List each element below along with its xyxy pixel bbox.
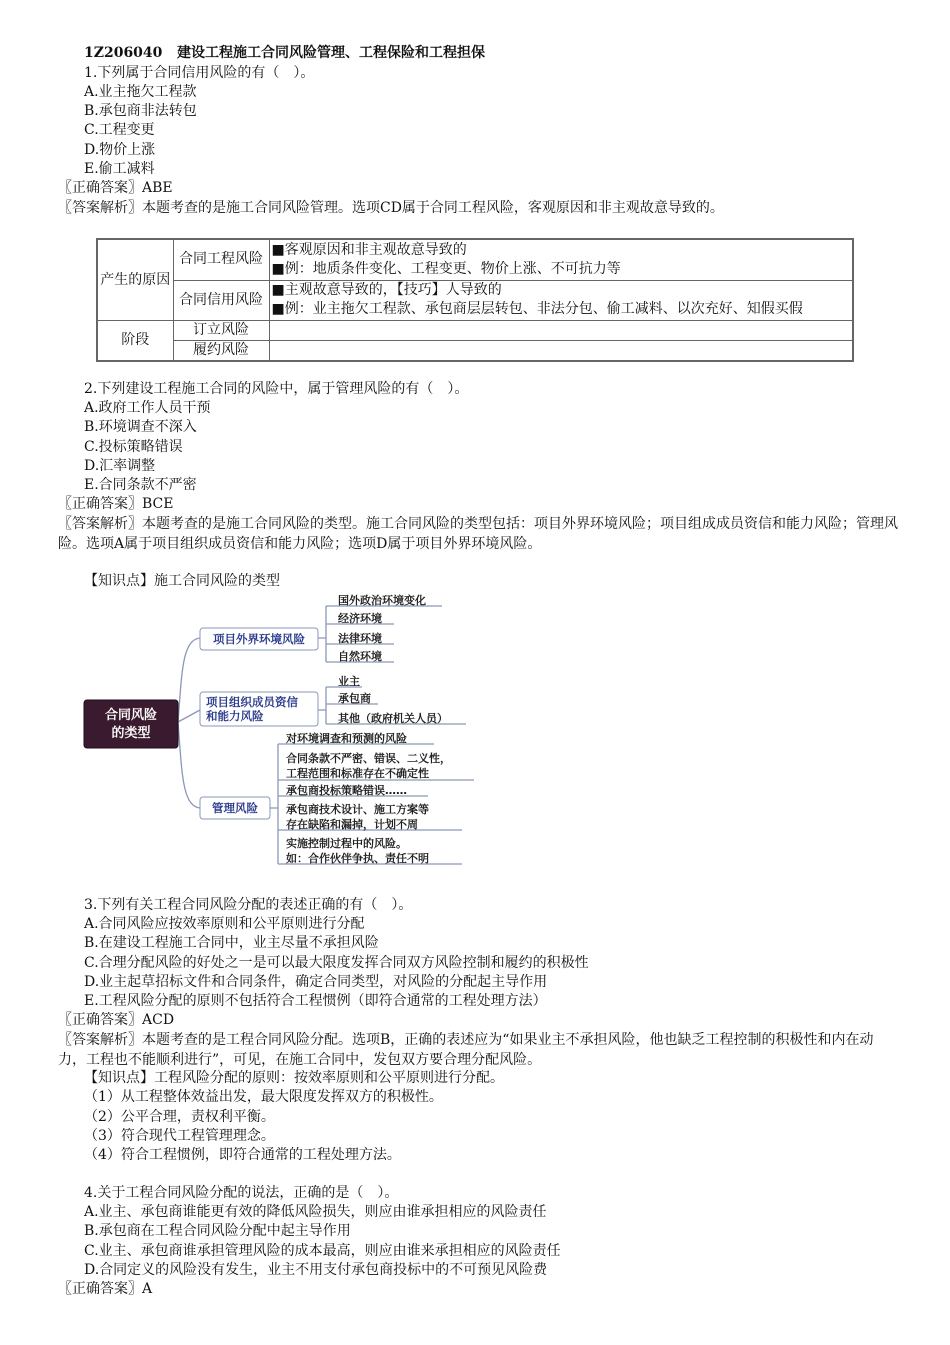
q1-option: E.偷工减料 xyxy=(84,161,155,177)
q3-point: （2）公平合理，责权利平衡。 xyxy=(84,1109,275,1125)
q3-option: B.在建设工程施工合同中，业主尽量不承担风险 xyxy=(84,935,379,951)
sign-risk-label: 订立风险 xyxy=(173,321,269,341)
q1-stem: 1.下列属于合同信用风险的有（ ）。 xyxy=(84,65,315,81)
leaf-item: 承包商技术设计、施工方案等 xyxy=(286,803,429,816)
leaf-item: 承包商 xyxy=(338,692,371,705)
leaf-item: 经济环境 xyxy=(338,612,382,625)
risk-summary-table xyxy=(96,238,854,362)
eng-risk-desc xyxy=(269,239,853,280)
q2-option: D.汇率调整 xyxy=(84,458,156,474)
q4-option: A.业主、承包商谁能更有效的降低风险损失，则应由谁承担相应的风险责任 xyxy=(84,1204,547,1220)
credit-risk-label: 合同信用风险 xyxy=(173,280,269,321)
q4-option: B.承包商在工程合同风险分配中起主导作用 xyxy=(84,1223,351,1239)
leaf-item: 存在缺陷和漏掉，计划不周 xyxy=(286,818,418,831)
leaf-item: 对环境调查和预测的风险 xyxy=(286,732,407,745)
q3-knowledge: 【知识点】工程风险分配的原则：按效率原则和公平原则进行分配。 xyxy=(84,1070,504,1086)
q3-option: C.合理分配风险的好处之一是可以最大限度发挥合同双方风险控制和履约的积极性 xyxy=(84,955,589,971)
eng-risk-line: ■例：地质条件变化、工程变更、物价上涨、不可抗力等 xyxy=(271,260,621,277)
leaf-item: 工程范围和标准存在不确定性 xyxy=(286,767,429,780)
leaf-item: 其他（政府机关人员） xyxy=(338,712,448,725)
q1-option: B.承包商非法转包 xyxy=(84,103,197,119)
q3-stem: 3.下列有关工程合同风险分配的表述正确的有（ ）。 xyxy=(84,897,413,913)
table-row xyxy=(97,341,853,362)
q3-point: （4）符合工程惯例，即符合通常的工程处理方法。 xyxy=(84,1147,401,1163)
table-row xyxy=(97,280,853,321)
q4-stem: 4.关于工程合同风险分配的说法，正确的是（ ）。 xyxy=(84,1185,399,1201)
credit-risk-line: ■例：业主拖欠工程款、承包商层层转包、非法分包、偷工减料、以次充好、知假买假 xyxy=(271,301,803,318)
leaf-item: 如：合作伙伴争执、责任不明 xyxy=(286,852,429,865)
cause-label: 产生的原因 xyxy=(97,239,173,321)
q1-option: D.物价上涨 xyxy=(84,142,156,158)
eng-risk-label: 合同工程风险 xyxy=(173,239,269,280)
leaf-item: 国外政治环境变化 xyxy=(338,594,426,607)
eng-risk-line: ■客观原因和非主观故意导致的 xyxy=(271,241,467,258)
q4-answer: 〖正确答案〗A xyxy=(58,1281,153,1297)
q3-point: （1）从工程整体效益出发，最大限度发挥双方的积极性。 xyxy=(84,1089,443,1105)
category-label: 项目外界环境风险 xyxy=(213,632,305,646)
leaf-item: 业主 xyxy=(338,675,360,688)
q1-answer: 〖正确答案〗ABE xyxy=(58,180,173,196)
q2-option: C.投标策略错误 xyxy=(84,439,183,455)
q3-point: （3）符合现代工程管理理念。 xyxy=(84,1128,275,1144)
q2-option: B.环境调查不深入 xyxy=(84,419,197,435)
q3-option: D.业主起草招标文件和合同条件，确定合同类型，对风险的分配起主导作用 xyxy=(84,974,548,990)
knowledge-point-types: 【知识点】施工合同风险的类型 xyxy=(84,573,280,589)
credit-risk-line: ■主观故意导致的，【技巧】人导致的 xyxy=(271,282,502,299)
root-label: 的类型 xyxy=(111,726,151,741)
table-row xyxy=(97,239,853,280)
leaf-item: 实施控制过程中的风险。 xyxy=(286,837,407,850)
leaf-item: 自然环境 xyxy=(338,650,382,663)
q1-analysis: 〖答案解析〗本题考查的是施工合同风险管理。选项CD属于合同工程风险，客观原因和非主观故意导致的。 xyxy=(58,200,724,216)
q1-option: A.业主拖欠工程款 xyxy=(84,84,197,100)
q2-option: E.合同条款不严密 xyxy=(84,477,197,493)
section-code: 1Z206040 xyxy=(84,45,163,61)
q4-option: D.合同定义的风险没有发生，业主不用支付承包商投标中的不可预见风险费 xyxy=(84,1262,548,1278)
q2-stem: 2.下列建设工程施工合同的风险中，属于管理风险的有（ ）。 xyxy=(84,381,469,397)
q3-option: A.合同风险应按效率原则和公平原则进行分配 xyxy=(84,916,365,932)
contract-risk-mindmap xyxy=(82,592,482,874)
q4-option: C.业主、承包商谁承担管理风险的成本最高，则应由谁来承担相应的风险责任 xyxy=(84,1243,561,1259)
category-label: 管理风险 xyxy=(212,801,258,815)
table-row xyxy=(97,321,853,341)
q3-analysis: 〖答案解析〗本题考查的是工程合同风险分配。选项B，正确的表述应为“如果业主不承担风险，他也缺乏工程控制的积极性和内在动力，工程也不能顺利进行”，可见，在施工合同中，发包双方要合理分配风险。 xyxy=(58,1032,874,1068)
leaf-item: 合同条款不严密、错误、二义性， xyxy=(286,752,451,765)
stage-label: 阶段 xyxy=(97,321,173,362)
category-label: 和能力风险 xyxy=(206,709,264,723)
q1-option: C.工程变更 xyxy=(84,122,155,138)
empty-cell xyxy=(269,321,853,341)
perform-risk-label: 履约风险 xyxy=(173,341,269,362)
q3-option: E.工程风险分配的原则不包括符合工程惯例（即符合通常的工程处理方法） xyxy=(84,993,547,1009)
leaf-item: 法律环境 xyxy=(338,632,382,645)
category-label: 项目组织成员资信 xyxy=(206,695,298,709)
empty-cell xyxy=(269,341,853,362)
leaf-item: 承包商投标策略错误…… xyxy=(286,784,407,797)
q2-analysis: 〖答案解析〗本题考查的是施工合同风险的类型。施工合同风险的类型包括：项目外界环境风险；项目组成成员资信和能力风险；管理风险。选项A属于项目组织成员资信和能力风险；选项D属于项目外界环境风险。 xyxy=(58,516,898,552)
q2-answer: 〖正确答案〗BCE xyxy=(58,496,174,512)
section-heading xyxy=(84,44,485,63)
q2-option: A.政府工作人员干预 xyxy=(84,400,211,416)
credit-risk-desc xyxy=(269,280,853,321)
section-title: 建设工程施工合同风险管理、工程保险和工程担保 xyxy=(177,45,486,61)
root-label: 合同风险 xyxy=(104,708,158,723)
q3-answer: 〖正确答案〗ACD xyxy=(58,1012,175,1028)
